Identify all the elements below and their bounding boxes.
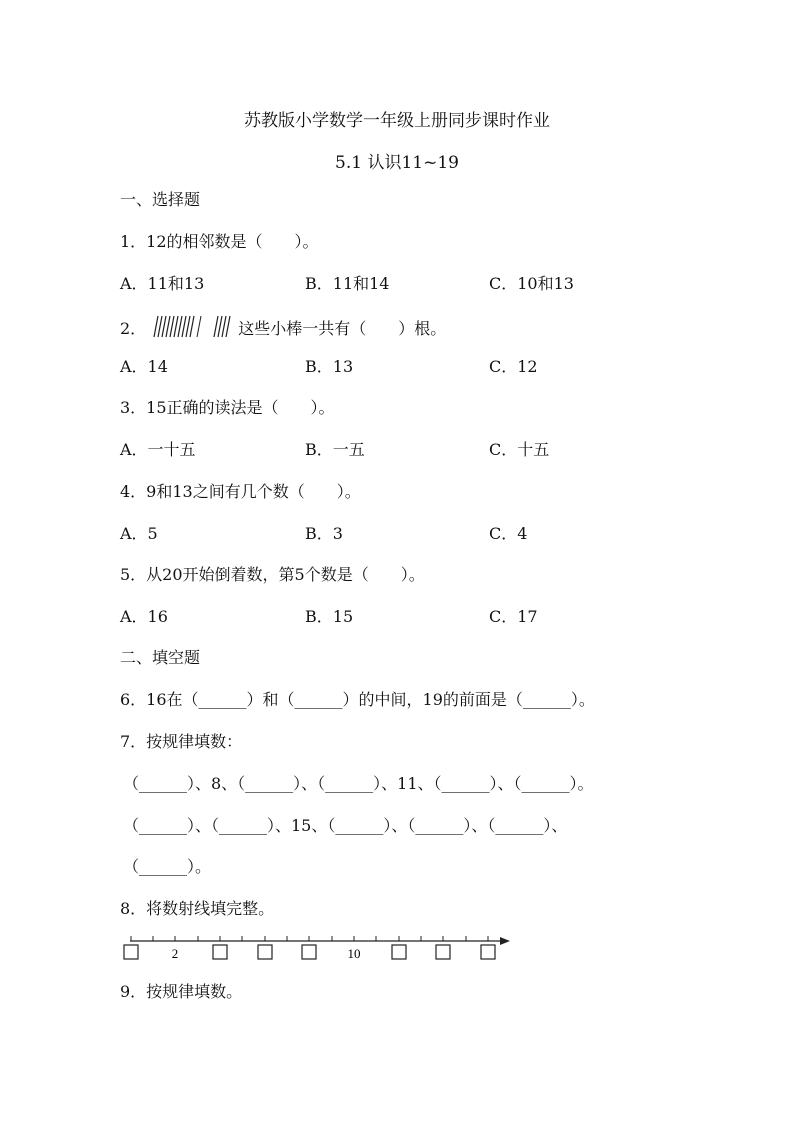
option-c[interactable]: C．十五 [489, 440, 550, 459]
answer-box[interactable] [213, 945, 227, 959]
question-6: 6．16在（______）和（______）的中间，19的前面是（______）。 [120, 690, 595, 709]
question-8: 8．将数射线填完整。 [120, 899, 275, 918]
question-9: 9．按规律填数。 [120, 982, 243, 1001]
question-1-options [120, 273, 680, 295]
answer-box[interactable] [124, 945, 138, 959]
option-a[interactable]: A．14 [120, 357, 168, 376]
ray-label-10: 10 [347, 946, 361, 961]
option-a[interactable]: A．一十五 [120, 440, 196, 459]
sticks-illustration [152, 314, 234, 338]
option-c[interactable]: C．12 [489, 357, 538, 376]
question-1: 1．12的相邻数是（ ）。 [120, 232, 319, 251]
question-5-options [120, 606, 680, 628]
question-4-options [120, 523, 680, 545]
option-c[interactable]: C．17 [489, 607, 538, 626]
option-c[interactable]: C．4 [489, 524, 528, 543]
question-3-options [120, 439, 680, 461]
option-b[interactable]: B．15 [305, 607, 354, 626]
option-a[interactable]: A．11和13 [120, 274, 205, 293]
option-b[interactable]: B．13 [305, 357, 354, 376]
stick-bundle [154, 316, 201, 337]
question-3: 3．15正确的读法是（ ）。 [120, 398, 335, 417]
answer-box[interactable] [258, 945, 272, 959]
section-heading-fill: 二、填空题 [120, 648, 201, 667]
question-7-row-1: （______）、8、（______）、（______）、11、（______）、（______）。 [123, 774, 594, 793]
ray-ticks [131, 936, 488, 941]
number-ray [120, 928, 515, 966]
option-b[interactable]: B．一五 [305, 440, 365, 459]
ray-arrow [500, 937, 510, 945]
question-4: 4．9和13之间有几个数（ ）。 [120, 482, 361, 501]
option-b[interactable]: B．3 [305, 524, 343, 543]
option-b[interactable]: B．11和14 [305, 274, 390, 293]
lesson-subtitle: 5.1 认识11~19 [335, 153, 459, 173]
question-2 [120, 314, 446, 340]
answer-box[interactable] [436, 945, 450, 959]
question-7-row-3: （______）。 [123, 857, 212, 876]
question-5: 5．从20开始倒着数，第5个数是（ ）。 [120, 565, 425, 584]
question-7-row-2: （______）、（______）、15、（______）、（______）、（______）、 [123, 816, 568, 835]
answer-box[interactable] [302, 945, 316, 959]
question-2-text: 这些小棒一共有（ ）根。 [238, 319, 447, 338]
question-2-options [120, 356, 680, 378]
loose-sticks [214, 316, 230, 337]
worksheet-title: 苏教版小学数学一年级上册同步课时作业 [244, 111, 550, 131]
section-heading-choice: 一、选择题 [120, 190, 201, 209]
question-7: 7．按规律填数： [120, 732, 243, 751]
answer-box[interactable] [392, 945, 406, 959]
answer-box[interactable] [481, 945, 495, 959]
option-a[interactable]: A．5 [120, 524, 158, 543]
question-2-number: 2． [120, 319, 147, 338]
option-c[interactable]: C．10和13 [489, 274, 574, 293]
ray-label-2: 2 [171, 946, 179, 961]
option-a[interactable]: A．16 [120, 607, 168, 626]
